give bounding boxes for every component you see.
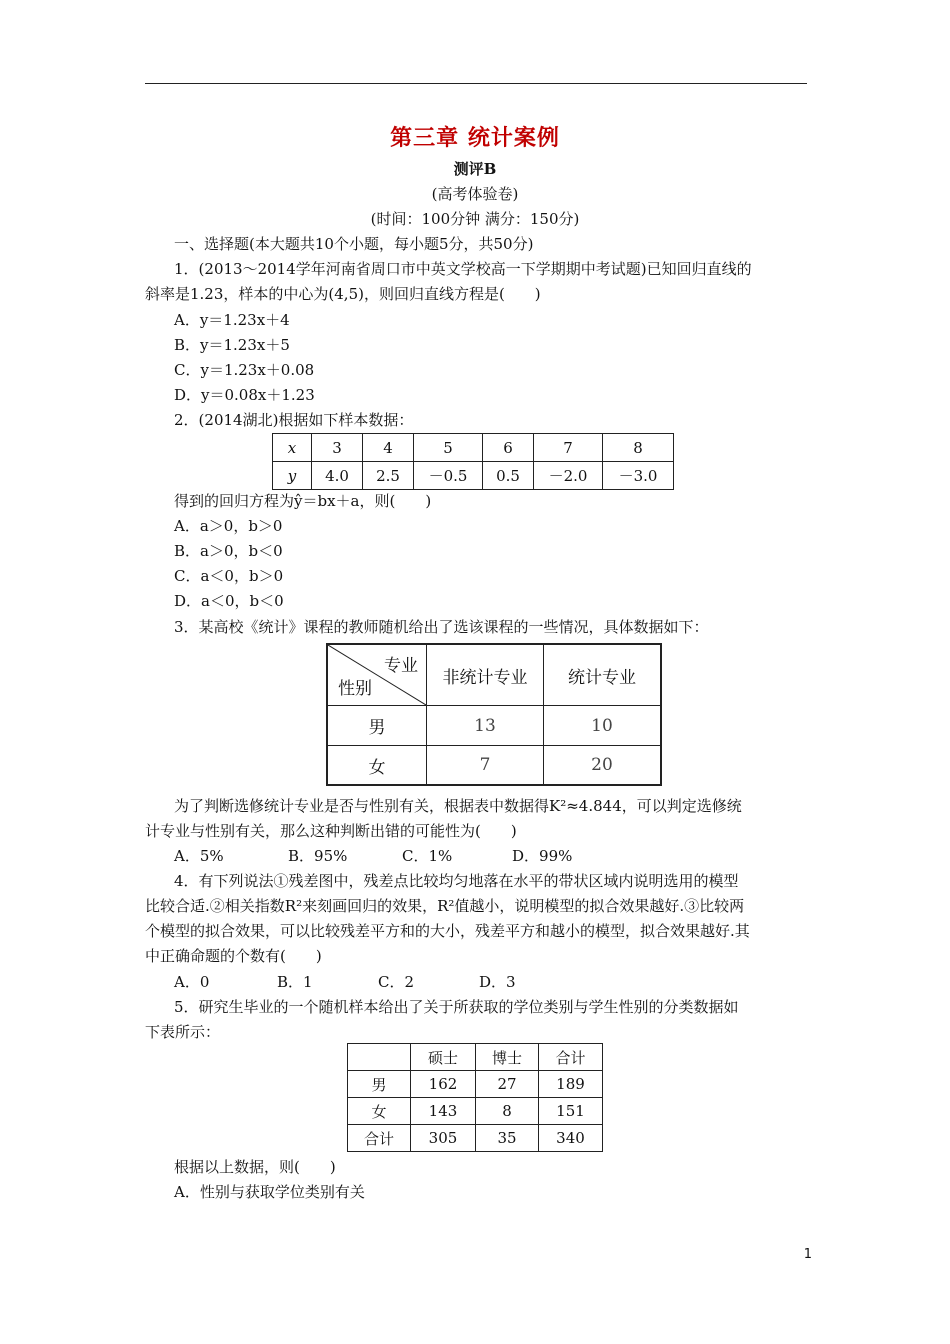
q4-option-a: A．0 (174, 973, 210, 991)
q2-option-b: B．a＞0，b＜0 (174, 542, 283, 560)
cell: 13 (427, 706, 544, 746)
y-cell: －3.0 (603, 462, 674, 490)
corner-bottom-label: 性别 (338, 679, 372, 699)
corner-cell (327, 644, 427, 706)
table-row (348, 1071, 603, 1098)
q4-line3: 个模型的拟合效果，可以比较残差平方和的大小，残差平方和越小的模型，拟合效果越好.其 (145, 922, 750, 940)
section-heading: 一、选择题(本大题共10个小题，每小题5分，共50分) (174, 235, 534, 253)
y-cell: －2.0 (534, 462, 603, 490)
q3-option-a: A．5% (174, 847, 224, 865)
cell: 305 (411, 1125, 476, 1152)
table-row (273, 462, 674, 490)
q3-line2: 计专业与性别有关，那么这种判断出错的可能性为( ) (145, 822, 517, 840)
y-cell: 2.5 (363, 462, 414, 490)
q5-line2: 下表所示： (145, 1023, 221, 1041)
q5-line1: 5．研究生毕业的一个随机样本给出了关于所获取的学位类别与学生性别的分类数据如 (174, 998, 739, 1016)
q3-contingency-table (326, 643, 662, 786)
x-cell: 7 (534, 434, 603, 462)
header-rule (145, 83, 807, 84)
header-cell: 博士 (476, 1044, 539, 1071)
table-row (348, 1125, 603, 1152)
y-cell: 0.5 (483, 462, 534, 490)
q4-option-c: C．2 (378, 973, 415, 991)
cell: 189 (539, 1071, 603, 1098)
q5-degree-table (347, 1043, 603, 1152)
q1-option-c: C．y＝1.23x＋0.08 (174, 361, 315, 379)
x-cell: 5 (414, 434, 483, 462)
q1-option-b: B．y＝1.23x＋5 (174, 336, 290, 354)
table-row (348, 1098, 603, 1125)
cell: 7 (427, 746, 544, 786)
time-info: (时间：100分钟 满分：150分) (370, 210, 580, 228)
paper-type: (高考体验卷) (431, 185, 519, 203)
q2-option-d: D．a＜0，b＜0 (174, 592, 284, 610)
x-cell: 6 (483, 434, 534, 462)
q3-stem: 3．某高校《统计》课程的教师随机给出了选该课程的一些情况，具体数据如下： (174, 618, 709, 636)
cell: 162 (411, 1071, 476, 1098)
q2-data-table (272, 433, 674, 490)
cell: 143 (411, 1098, 476, 1125)
q2-option-c: C．a＜0，b＞0 (174, 567, 284, 585)
row-label: 男 (327, 706, 427, 746)
q4-option-d: D．3 (479, 973, 516, 991)
header-cell: 统计专业 (544, 644, 662, 706)
row-label: 男 (348, 1071, 411, 1098)
row-label: 合计 (348, 1125, 411, 1152)
cell: 151 (539, 1098, 603, 1125)
cell: 35 (476, 1125, 539, 1152)
page-number: 1 (803, 1247, 812, 1262)
q4-line2: 比较合适.②相关指数R²来刻画回归的效果，R²值越小，说明模型的拟合效果越好.③比较两 (145, 897, 745, 915)
q4-line4: 中正确命题的个数有( ) (145, 947, 322, 965)
q1-option-d: D．y＝0.08x＋1.23 (174, 386, 315, 404)
table-row (327, 746, 661, 786)
cell: 10 (544, 706, 662, 746)
header-cell: 合计 (539, 1044, 603, 1071)
q2-stem: 2．(2014湖北)根据如下样本数据： (174, 411, 414, 429)
q3-option-c: C．1% (402, 847, 453, 865)
q4-line1: 4．有下列说法①残差图中，残差点比较均匀地落在水平的带状区域内说明选用的模型 (174, 872, 739, 890)
q5-option-a: A．性别与获取学位类别有关 (174, 1183, 365, 1201)
row-label: 女 (348, 1098, 411, 1125)
cell: 340 (539, 1125, 603, 1152)
cell: 20 (544, 746, 662, 786)
x-cell: 4 (363, 434, 414, 462)
y-cell: －0.5 (414, 462, 483, 490)
q4-option-b: B．1 (277, 973, 313, 991)
q2-option-a: A．a＞0，b＞0 (174, 517, 283, 535)
y-label-cell: y (273, 462, 312, 490)
cell: 27 (476, 1071, 539, 1098)
y-cell: 4.0 (312, 462, 363, 490)
x-cell: 8 (603, 434, 674, 462)
q1-line1: 1．(2013～2014学年河南省周口市中英文学校高一下学期期中考试题)已知回归直线的 (174, 260, 752, 278)
x-label-cell: x (273, 434, 312, 462)
x-cell: 3 (312, 434, 363, 462)
q1-line2: 斜率是1.23，样本的中心为(4,5)，则回归直线方程是( ) (145, 285, 541, 303)
q2-after: 得到的回归方程为ŷ＝bx＋a，则( ) (174, 492, 432, 510)
table-row (273, 434, 674, 462)
q3-line1: 为了判断选修统计专业是否与性别有关，根据表中数据得K²≈4.844，可以判定选修统 (174, 797, 742, 815)
corner-top-label: 专业 (384, 656, 418, 676)
cell: 8 (476, 1098, 539, 1125)
table-row (327, 706, 661, 746)
header-cell (348, 1044, 411, 1071)
q3-option-d: D．99% (512, 847, 573, 865)
row-label: 女 (327, 746, 427, 786)
test-subtitle: 测评B (453, 160, 497, 178)
header-cell: 非统计专业 (427, 644, 544, 706)
header-cell: 硕士 (411, 1044, 476, 1071)
q3-option-b: B．95% (288, 847, 348, 865)
chapter-title: 第三章 统计案例 (390, 125, 560, 151)
table-row (327, 644, 661, 706)
q1-option-a: A．y＝1.23x＋4 (174, 311, 290, 329)
q5-after: 根据以上数据，则( ) (174, 1158, 336, 1176)
table-row (348, 1044, 603, 1071)
